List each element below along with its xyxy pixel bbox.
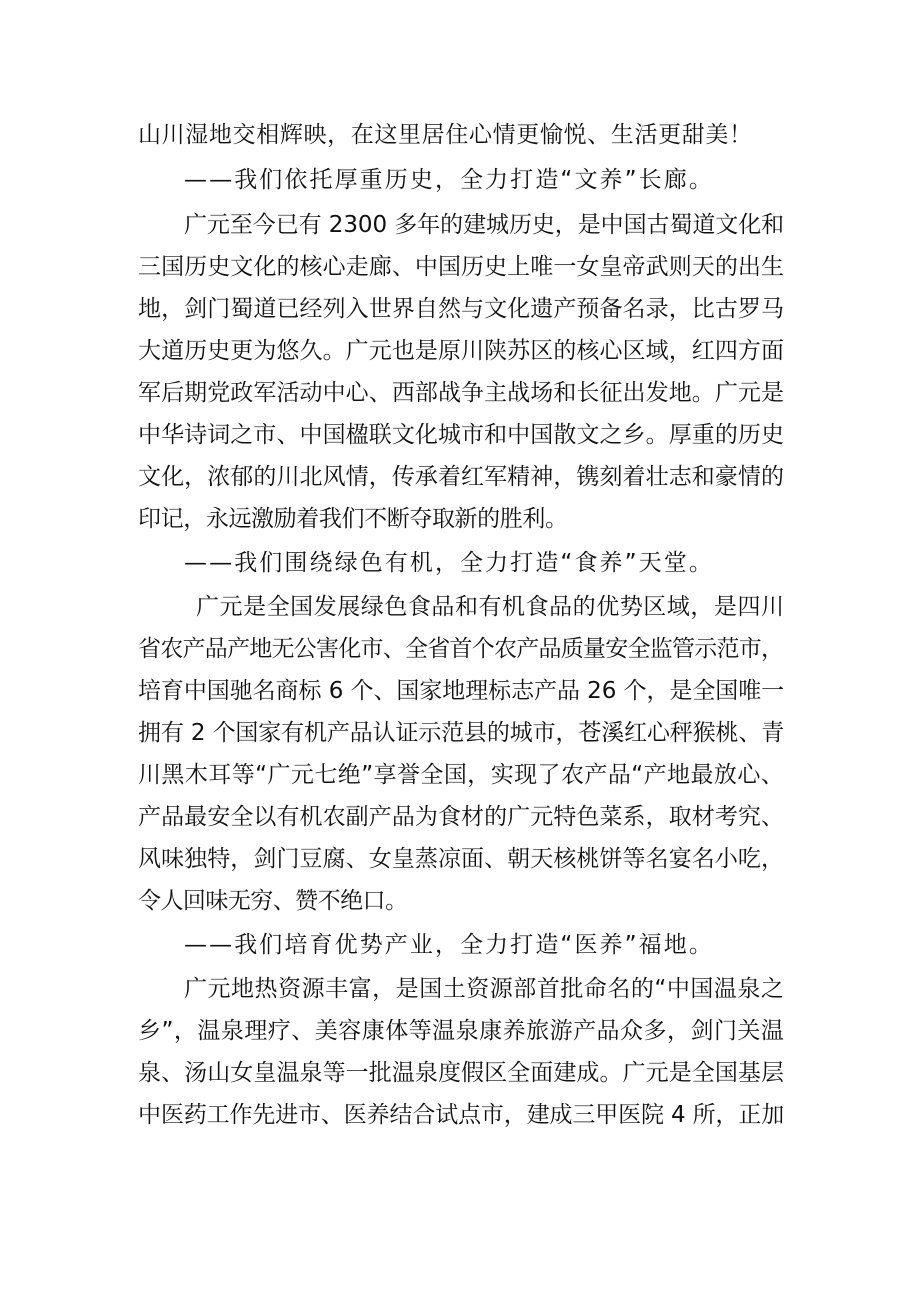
paragraph-line: 中医药工作先进市、医养结合试点市，建成三甲医院 4 所，正加 — [138, 1102, 785, 1128]
section-heading: ——我们围绕绿色有机，全力打造“食养”天堂。 — [184, 550, 714, 576]
paragraph-line: 培育中国驰名商标 6 个、国家地理标志产品 26 个，是全国唯一 — [138, 678, 785, 704]
paragraph-line: 广元至今已有 2300 多年的建城历史，是中国古蜀道文化和 — [184, 212, 785, 238]
section-heading: ——我们培育优势产业，全力打造“医养”福地。 — [184, 932, 714, 958]
section-heading: ——我们依托厚重历史，全力打造“文养”长廊。 — [184, 167, 714, 193]
paragraph-line: 省农产品产地无公害化市、全省首个农产品质量安全监管示范市， — [138, 636, 784, 662]
paragraph-line: 产品最安全以有机农副产品为食材的广元特色菜系，取材考究、 — [138, 804, 785, 830]
paragraph-line: 山川湿地交相辉映，在这里居住心情更愉悦、生活更甜美！ — [138, 122, 753, 148]
paragraph-line: 风味独特，剑门豆腐、女皇蒸凉面、朝天核桃饼等名宴名小吃， — [138, 846, 785, 872]
paragraph-line: 拥有 2 个国家有机产品认证示范县的城市，苍溪红心秤猴桃、青 — [138, 720, 785, 746]
paragraph-line: 令人回味无穷、赞不绝口。 — [138, 888, 408, 914]
paragraph-line: 印记，永远激励着我们不断夺取新的胜利。 — [138, 506, 568, 532]
paragraph-line: 乡”，温泉理疗、美容康体等温泉康养旅游产品众多，剑门关温 — [138, 1018, 785, 1044]
paragraph-line: 川黑木耳等“广元七绝”享誉全国，实现了农产品“产地最放心、 — [138, 762, 785, 788]
paragraph-line: 文化，浓郁的川北风情，传承着红军精神，镌刻着壮志和豪情的 — [138, 464, 785, 490]
paragraph-line: 泉、汤山女皇温泉等一批温泉度假区全面建成。广元是全国基层 — [138, 1060, 785, 1086]
paragraph-line: 中华诗词之市、中国楹联文化城市和中国散文之乡。厚重的历史 — [138, 422, 785, 448]
paragraph-line: 广元地热资源丰富，是国土资源部首批命名的“中国温泉之 — [184, 976, 785, 1002]
paragraph-line: 大道历史更为悠久。广元也是原川陕苏区的核心区域，红四方面 — [138, 338, 785, 364]
paragraph-line: 三国历史文化的核心走廊、中国历史上唯一女皇帝武则天的出生 — [138, 254, 785, 280]
paragraph-line: 军后期党政军活动中心、西部战争主战场和长征出发地。广元是 — [138, 380, 785, 406]
paragraph-line: 地，剑门蜀道已经列入世界自然与文化遗产预备名录，比古罗马 — [138, 296, 785, 322]
paragraph-line: 广元是全国发展绿色食品和有机食品的优势区域，是四川 — [196, 594, 785, 620]
